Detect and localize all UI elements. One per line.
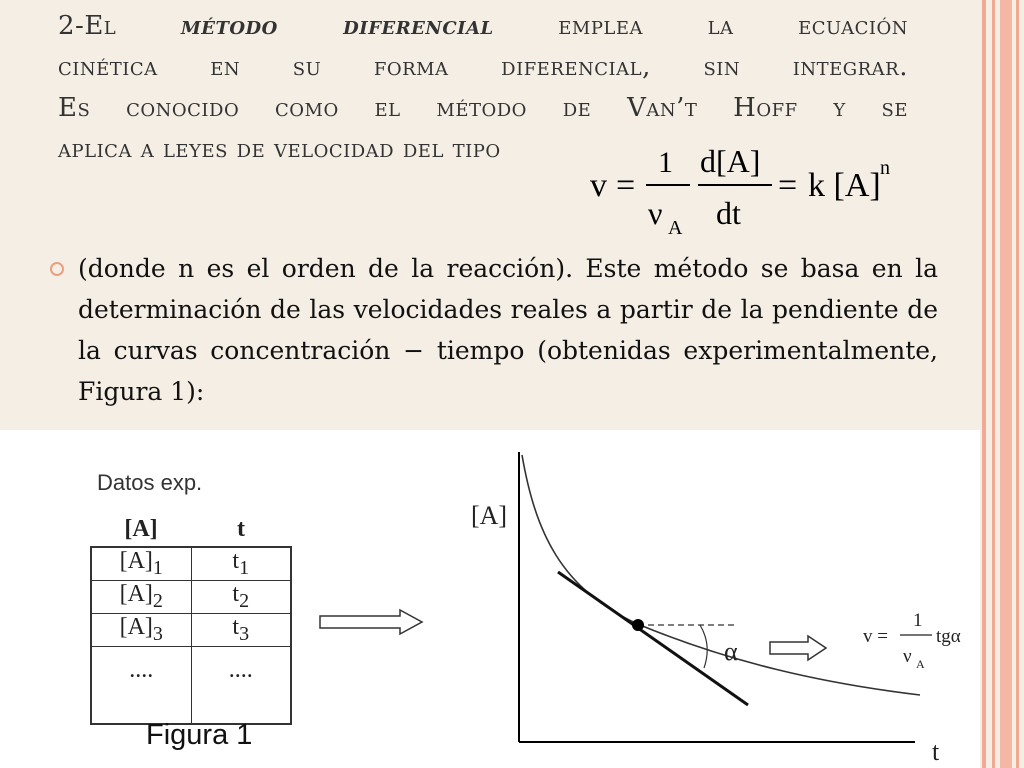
table-cell-time: $t_2$ — [191, 581, 291, 614]
x-axis-label: t — [932, 737, 940, 766]
tangent-point — [632, 619, 644, 631]
decorative-stripe — [982, 0, 986, 768]
table-cell-time: $t_1$ — [191, 547, 291, 581]
table-row — [91, 547, 291, 581]
formula-dt: dt — [716, 195, 741, 231]
tangent-line — [558, 572, 748, 705]
table-cell-time: $t_3$ — [191, 614, 291, 647]
small-formula-tg: tgα — [936, 626, 961, 647]
table-cell-concentration: $[A]_3$ — [91, 614, 191, 647]
table-cell-time: .... — [191, 647, 291, 725]
formula-exponent: n — [880, 157, 890, 179]
formula-nu: ν — [648, 195, 663, 231]
table-row — [91, 614, 291, 647]
angle-arc — [700, 625, 707, 668]
y-axis-label: [A] — [471, 501, 508, 530]
decorative-stripe — [1000, 0, 1012, 768]
concentration-time-graph — [300, 430, 980, 768]
table-row — [91, 581, 291, 614]
small-formula-one: 1 — [913, 610, 923, 631]
decay-curve — [522, 455, 920, 695]
column-header-concentration: [A] — [91, 512, 191, 547]
formula-v: v — [590, 167, 607, 204]
formula-equals-1: = — [616, 167, 636, 204]
heading-emphasis: método diferencial — [180, 11, 494, 41]
table-cell-concentration: .... — [91, 647, 191, 725]
formula-equals-2: = — [778, 167, 798, 204]
bullet-dot-icon — [50, 262, 64, 276]
small-formula-nu-sub: A — [916, 657, 925, 671]
column-header-time: t — [191, 512, 291, 547]
table-row — [91, 647, 291, 725]
decorative-stripe — [1016, 0, 1019, 768]
formula-kA: k [A] — [808, 167, 881, 204]
formula-dA: d[A] — [700, 143, 761, 179]
arrow-right-icon — [770, 636, 826, 660]
figure-caption: Figura 1 — [146, 719, 253, 751]
formula-one: 1 — [658, 146, 673, 179]
data-table — [90, 512, 292, 725]
heading-line-3: Es conocido como el método de Van’t Hoff y se — [58, 93, 908, 123]
rate-law-formula — [582, 140, 912, 240]
heading-line-4: aplica a leyes de velocidad del tipo — [58, 134, 501, 164]
small-formula-v: v = — [863, 626, 888, 647]
formula-nu-sub: A — [668, 217, 683, 239]
heading-line-2: cinética en su forma diferencial, sin integrar. — [58, 52, 908, 82]
arrow-right-icon — [320, 610, 422, 634]
decorative-stripe — [992, 0, 995, 768]
table-cell-concentration: $[A]_2$ — [91, 581, 191, 614]
heading-line-1: 2-El método diferencial emplea la ecuación — [58, 11, 909, 41]
table-title: Datos exp. — [97, 470, 203, 495]
small-formula-nu: ν — [903, 646, 912, 667]
angle-label: α — [724, 637, 738, 666]
table-cell-concentration: $[A]_1$ — [91, 547, 191, 581]
bullet-paragraph: (donde n es el orden de la reacción). Este método se basa en la determinación de las velocidades reales a partir de la pendiente de la curvas concentración − tiempo (obtenidas experimentalmente, Figura 1): — [78, 254, 938, 406]
